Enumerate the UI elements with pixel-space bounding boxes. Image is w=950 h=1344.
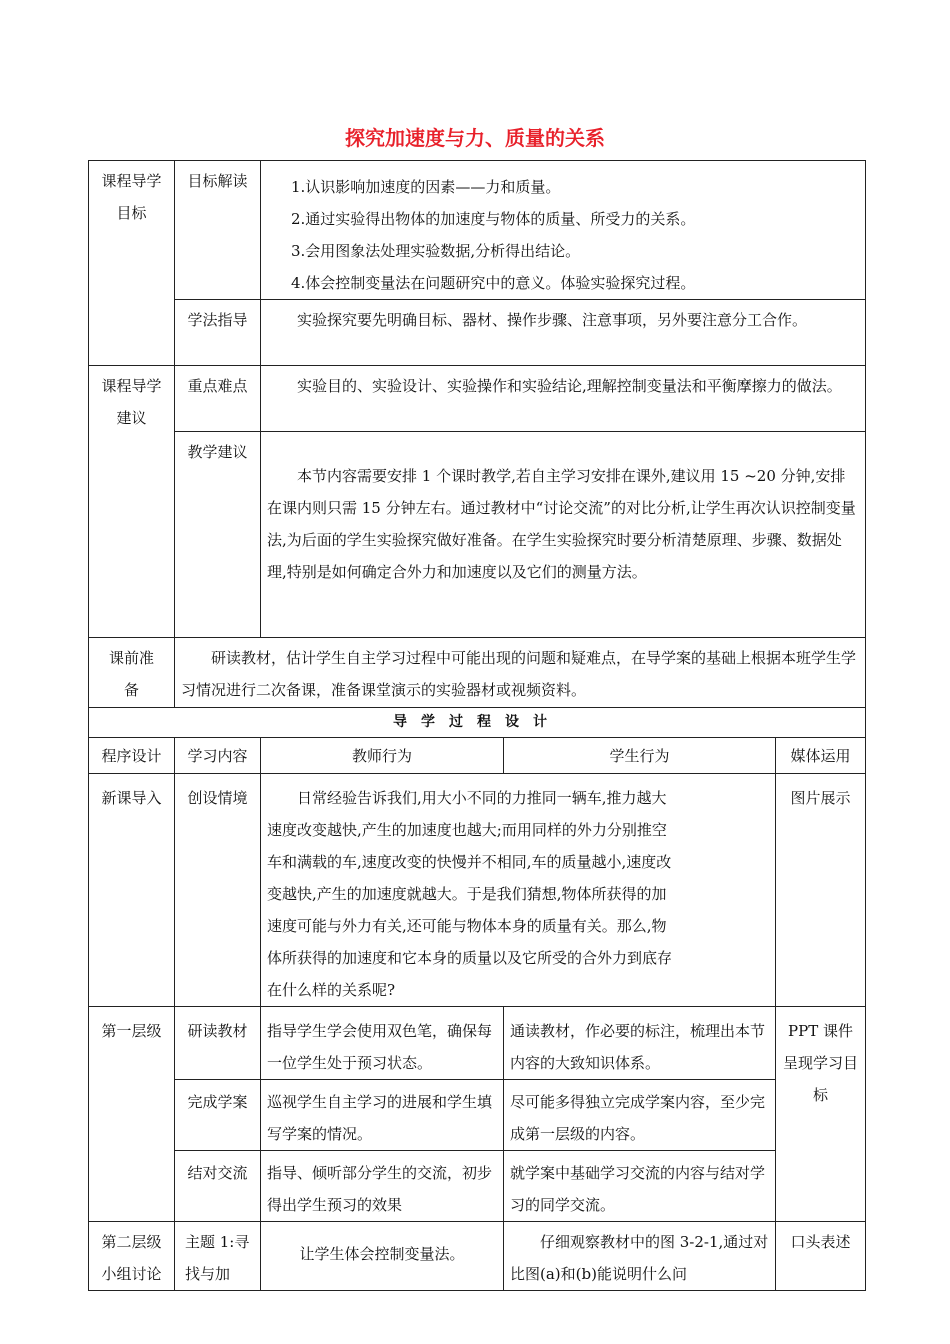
level1-content: 完成学案 [175,1080,261,1151]
method-sub-label: 学法指导 [175,300,261,366]
lesson-plan-table [88,160,866,1291]
intro-text: 日常经验告诉我们,用大小不同的力推同一辆车,推力越大速度改变越快,产生的加速度也越大;而用同样的外力分别推空车和满载的车,速度改变的快慢并不相同,车的质量越小,速度改变越快,产生的加速度就越大。于是我们猜想,物体所获得的加速度可能与外力有关,还可能与物体本身的质量有关。那么,物体所获得的加速度和它本身的质量以及它所受的合外力到底存在什么样的关系呢? [261,774,776,1007]
level1-student: 通读教材，作必要的标注，梳理出本节内容的大致知识体系。 [504,1007,776,1080]
intro-stage: 新课导入 [89,774,175,1007]
level1-teacher: 指导、倾听部分学生的交流，初步得出学生预习的效果 [261,1151,504,1222]
prep-text: 研读教材，估计学生自主学习过程中可能出现的问题和疑难点，在导学案的基础上根据本班学生学习情况进行二次备课，准备课堂演示的实验器材或视频资料。 [175,638,866,708]
level2-media: 口头表述 [776,1222,866,1291]
advice-text: 本节内容需要安排 1 个课时教学,若自主学习安排在课外,建议用 15 ~20 分钟,安排在课内则只需 15 分钟左右。通过教材中“讨论交流”的对比分析,让学生再次认识控制变量法,为后面的学生实验探究做好准备。在学生实验探究时要分析清楚原理、步骤、数据处理,特别是如何确定合外力和加速度以及它们的测量方法。 [261,432,866,638]
level1-media: PPT 课件呈现学习目标 [776,1007,866,1222]
level1-teacher: 巡视学生自主学习的进展和学生填写学案的情况。 [261,1080,504,1151]
goals-category: 课程导学目标 [89,161,175,366]
key-text: 实验目的、实验设计、实验操作和实验结论,理解控制变量法和平衡摩擦力的做法。 [261,366,866,432]
level2-teacher: 让学生体会控制变量法。 [261,1222,504,1291]
prep-category: 课前准备 [89,638,175,708]
level1-content: 研读教材 [175,1007,261,1080]
intro-media: 图片展示 [776,774,866,1007]
suggest-category: 课程导学建议 [89,366,175,638]
key-sub-label: 重点难点 [175,366,261,432]
goals-sub-label: 目标解读 [175,161,261,300]
level1-content: 结对交流 [175,1151,261,1222]
goals-list [261,161,866,300]
goal-item: 1.认识影响加速度的因素——力和质量。 [291,178,561,196]
level1-student: 就学案中基础学习交流的内容与结对学习的同学交流。 [504,1151,776,1222]
level1-student: 尽可能多得独立完成学案内容，至少完成第一层级的内容。 [504,1080,776,1151]
intro-content: 创设情境 [175,774,261,1007]
process-heading: 导学过程设计 [89,708,866,738]
header-stage: 程序设计 [89,738,175,774]
header-content: 学习内容 [175,738,261,774]
level1-stage: 第一层级 [89,1007,175,1222]
goal-item: 2.通过实验得出物体的加速度与物体的质量、所受力的关系。 [291,210,696,228]
header-media: 媒体运用 [776,738,866,774]
level2-student: 仔细观察教材中的图 3-2-1,通过对比图(a)和(b)能说明什么问 [504,1222,776,1291]
header-student: 学生行为 [504,738,776,774]
advice-sub-label: 教学建议 [175,432,261,638]
level2-content: 主题 1:寻找与加 [175,1222,261,1291]
goal-item: 3.会用图象法处理实验数据,分析得出结论。 [291,242,581,260]
page-title: 探究加速度与力、质量的关系 [345,126,605,150]
header-teacher: 教师行为 [261,738,504,774]
level2-stage: 第二层级小组讨论 [89,1222,175,1291]
level1-teacher: 指导学生学会使用双色笔，确保每一位学生处于预习状态。 [261,1007,504,1080]
goal-item: 4.体会控制变量法在问题研究中的意义。体验实验探究过程。 [291,274,696,292]
method-text: 实验探究要先明确目标、器材、操作步骤、注意事项，另外要注意分工合作。 [261,300,866,366]
